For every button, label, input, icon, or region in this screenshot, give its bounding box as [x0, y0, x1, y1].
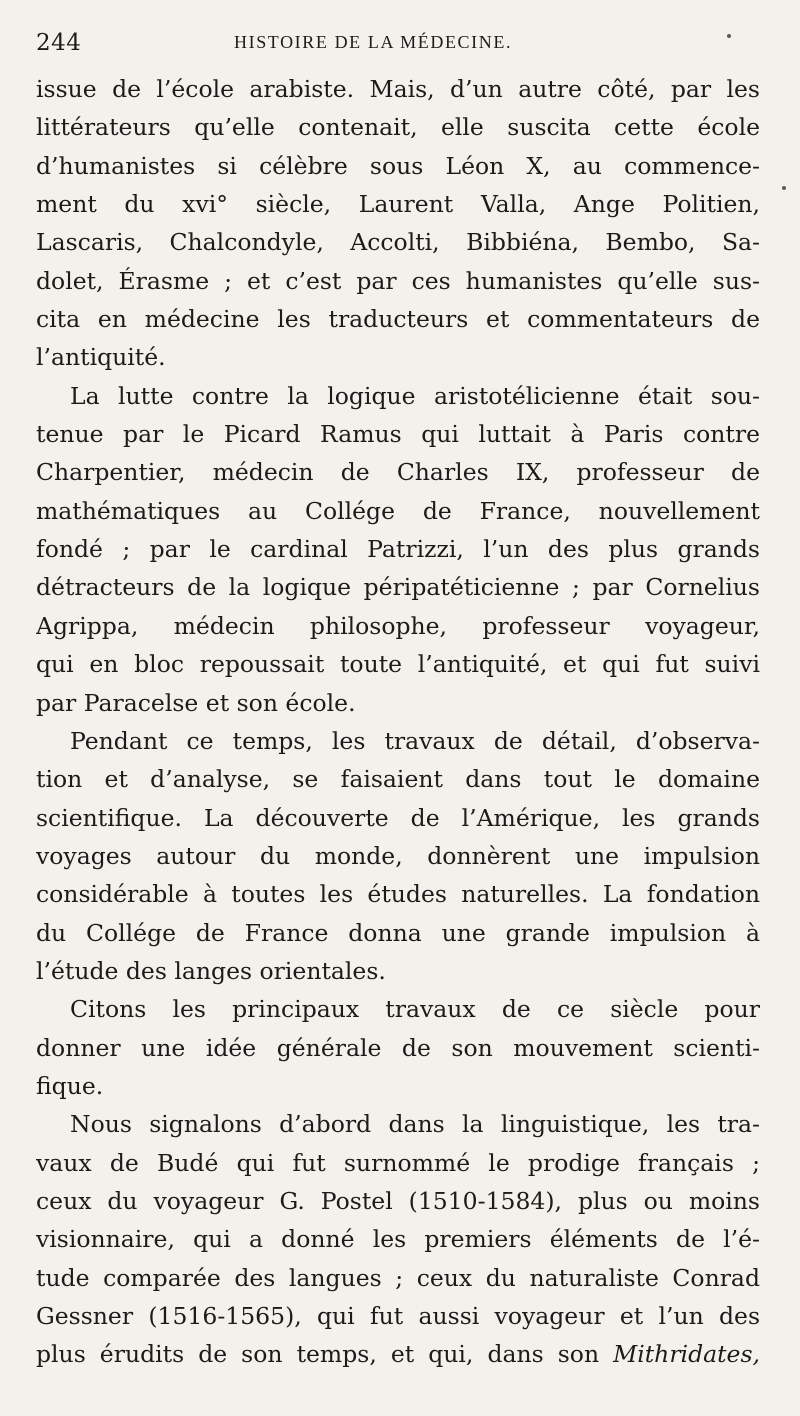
text-line: Agrippa, médecin philosophe, professeur voyageur,	[36, 611, 760, 640]
text-line: qui en bloc repoussait toute l’antiquité, et qui fut suivi	[36, 650, 760, 679]
text-line: visionnaire, qui a donné les premiers éléments de l’é-	[36, 1225, 760, 1254]
text-line: tude comparée des langues ; ceux du naturaliste Conrad	[36, 1263, 760, 1292]
page-number: 244	[36, 30, 82, 56]
text-line: par Paracelse et son école.	[36, 688, 356, 717]
text-line: Lascaris, Chalcondyle, Accolti, Bibbiéna, Bembo, Sa-	[36, 228, 760, 257]
text-line: d’humanistes si célèbre sous Léon X, au commence-	[36, 151, 760, 180]
book-title-mithridates: Mithridates,	[613, 1340, 760, 1369]
text-line: tenue par le Picard Ramus qui luttait à Paris contre	[36, 420, 760, 449]
text-line: vaux de Budé qui fut surnommé le prodige français ;	[36, 1148, 760, 1177]
text-line: scientifique. La découverte de l’Amérique, les grands	[36, 803, 760, 832]
text-line: Citons les principaux travaux de ce siècle pour	[70, 995, 760, 1024]
text-line: Nous signalons d’abord dans la linguistique, les tra-	[70, 1110, 760, 1139]
text-line: issue de l’école arabiste. Mais, d’un autre côté, par les	[36, 75, 760, 103]
text-line: Charpentier, médecin de Charles IX, professeur de	[36, 458, 760, 487]
text-line: tion et d’analyse, se faisaient dans tout le domaine	[36, 765, 760, 794]
body-text	[36, 70, 760, 1374]
text-line: dolet, Érasme ; et c’est par ces humanistes qu’elle sus-	[36, 266, 760, 295]
text-line: l’étude des langes orientales.	[36, 956, 386, 985]
text-line-content: plus érudits de son temps, et qui, dans son	[36, 1340, 600, 1369]
text-line: Pendant ce temps, les travaux de détail, d’observa-	[70, 726, 760, 755]
text-line: donner une idée générale de son mouvement scienti-	[36, 1033, 760, 1062]
text-line: fique.	[36, 1071, 104, 1100]
text-line: mathématiques au Collége de France, nouvellement	[36, 496, 760, 525]
text-line: ceux du voyageur G. Postel (1510-1584), plus ou moins	[36, 1186, 760, 1215]
ink-speck	[782, 186, 786, 190]
text-line: l’antiquité.	[36, 343, 166, 372]
ink-speck	[727, 34, 731, 38]
text-line: La lutte contre la logique aristotélicienne était sou-	[70, 381, 760, 410]
text-line: cita en médecine les traducteurs et commentateurs de	[36, 305, 760, 334]
text-line: du Collége de France donna une grande impulsion à	[36, 918, 760, 947]
text-line: fondé ; par le cardinal Patrizzi, l’un des plus grands	[36, 535, 760, 564]
text-line: Gessner (1516-1565), qui fut aussi voyageur et l’un des	[36, 1302, 760, 1330]
text-line	[36, 1335, 760, 1373]
text-line: littérateurs qu’elle contenait, elle suscita cette école	[36, 113, 760, 142]
text-line: considérable à toutes les études naturelles. La fondation	[36, 880, 760, 909]
running-head: HISTOIRE DE LA MÉDECINE.	[234, 32, 513, 52]
text-line: ment du xvi° siècle, Laurent Valla, Ange Politien,	[36, 190, 760, 219]
text-line: détracteurs de la logique péripatéticienne ; par Cornelius	[36, 573, 760, 602]
page-header	[36, 30, 760, 64]
text-line: voyages autour du monde, donnèrent une impulsion	[36, 841, 760, 870]
